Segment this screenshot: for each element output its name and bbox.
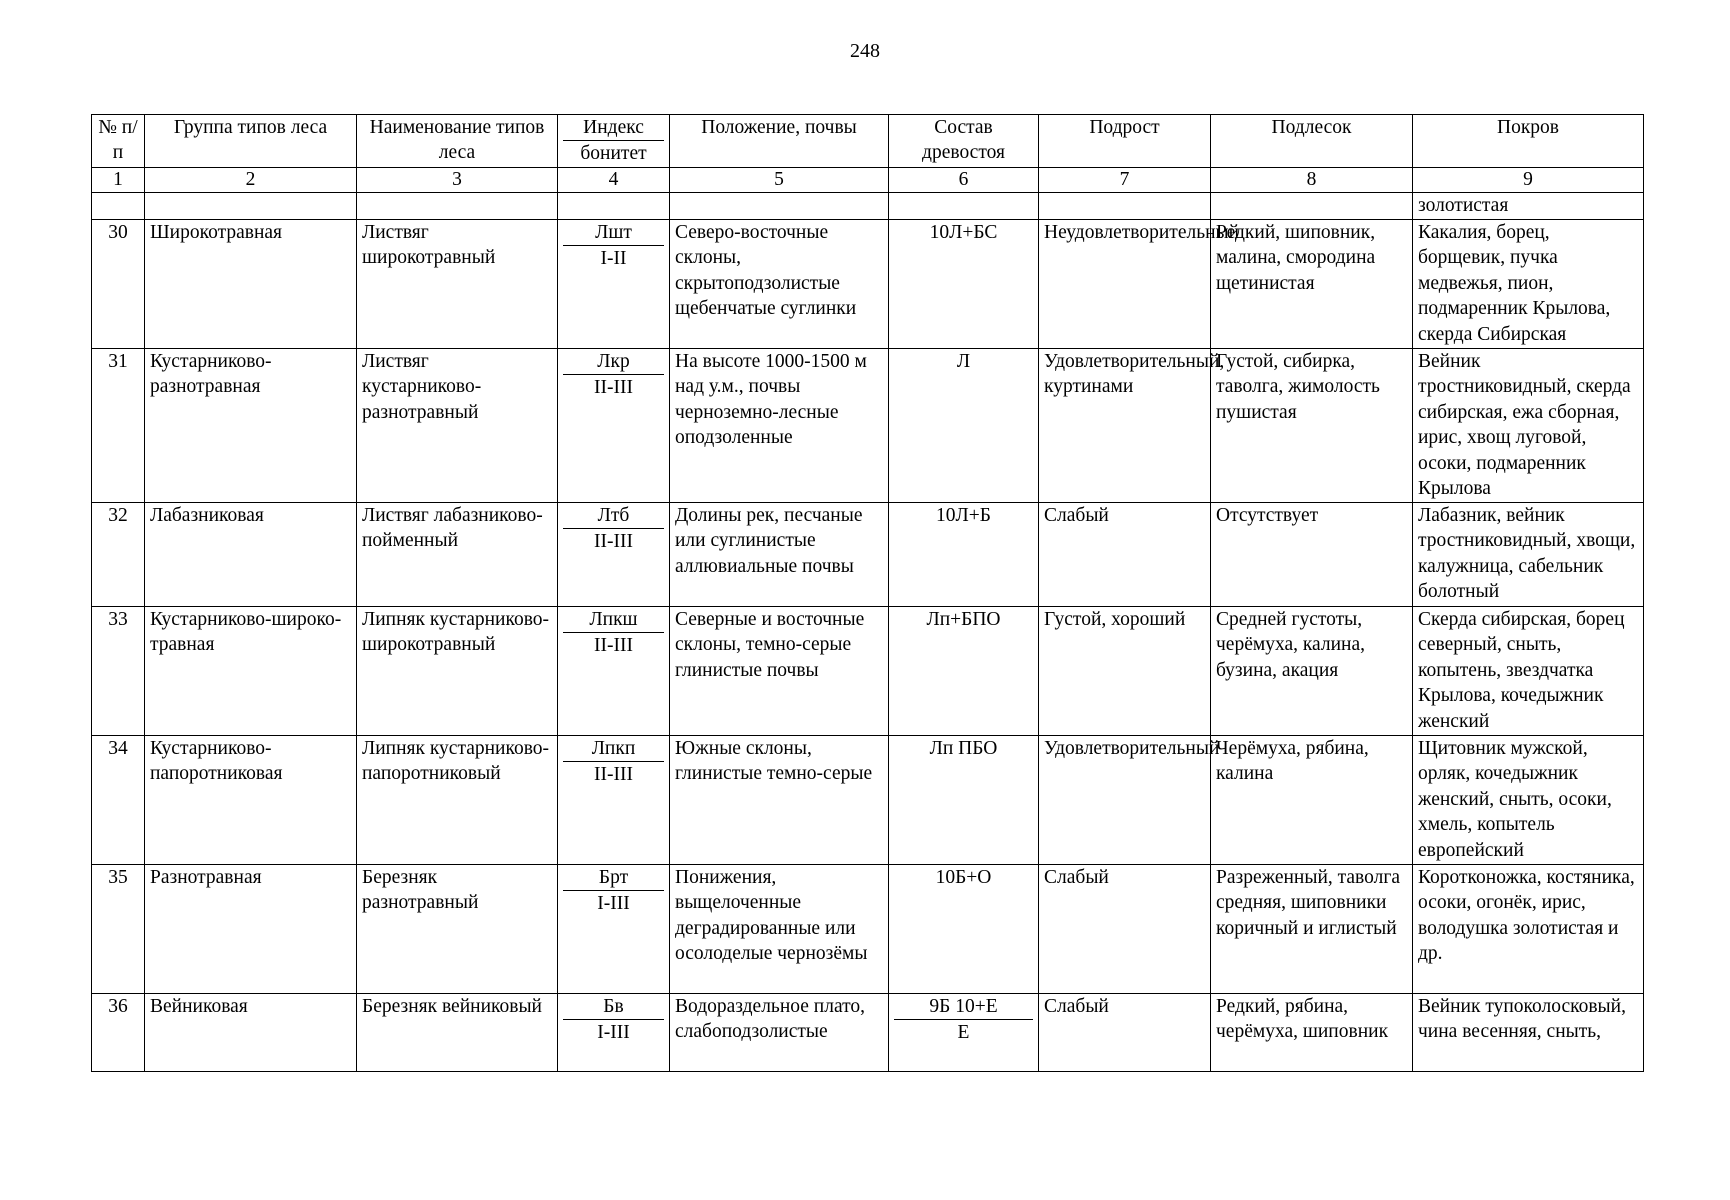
type-index: Лтб [563,503,664,529]
position-soils: Долины рек, песчаные или суглинистые аллювиальные почвы [670,502,889,606]
header-cover: Покров [1413,115,1644,168]
undergrowth: Слабый [1039,502,1211,606]
forest-group: Широкотравная [145,219,357,348]
forest-group: Кустарниково-папоротниковая [145,735,357,864]
continuation-row [92,193,1644,220]
column-number: 4 [558,168,670,193]
undergrowth: Густой, хороший [1039,606,1211,735]
position-soils: Северные и восточные склоны, темно-серые глинистые почвы [670,606,889,735]
ground-cover: Скерда сибирская, борец северный, сныть, копытень, звездчатка Крылова, кочедыжник женский [1413,606,1644,735]
column-number: 8 [1211,168,1413,193]
undergrowth: Удовлетворительный, куртинами [1039,348,1211,502]
table-row [92,606,1644,735]
header-underwood: Подлесок [1211,115,1413,168]
header-position: Положение, почвы [670,115,889,168]
forest-group: Разнотравная [145,864,357,993]
column-number: 7 [1039,168,1211,193]
page-number: 248 [850,40,880,62]
ground-cover: Лабазник, вейник тростниковидный, хвощи, калужница, сабельник болотный [1413,502,1644,606]
forest-type-name: Листвяг лабазниково-пойменный [357,502,558,606]
stand-composition: 10Л+Б [889,502,1039,606]
column-number: 6 [889,168,1039,193]
ground-cover: Коротконожка, костяника, осоки, огонёк, ирис, володушка золотистая и др. [1413,864,1644,993]
header-row [92,115,1644,168]
row-number: 31 [92,348,145,502]
index-bonitet-cell [558,502,670,606]
underwood: Отсутствует [1211,502,1413,606]
undergrowth: Неудовлетворительный [1039,219,1211,348]
underwood: Средней густоты, черёмуха, калина, бузина, акация [1211,606,1413,735]
table-row [92,993,1644,1071]
forest-type-name: Липняк кустарниково-папоротниковый [357,735,558,864]
position-soils: Водораздельное плато, слабоподзолистые [670,993,889,1071]
underwood: Редкий, рябина, черёмуха, шиповник [1211,993,1413,1071]
row-number: 35 [92,864,145,993]
forest-types-table [91,114,1644,1072]
index-bonitet-cell [558,219,670,348]
stand-composition: 9Б 10+Е [894,994,1033,1020]
table-row [92,864,1644,993]
type-index: Брт [563,865,664,891]
forest-group: Кустарниково-широко-травная [145,606,357,735]
position-soils: Понижения, выщелоченные деградированные или осолоделые чернозёмы [670,864,889,993]
row-number: 33 [92,606,145,735]
column-numbers-row [92,168,1644,193]
stand-composition: 10Л+БС [889,219,1039,348]
bonitet: I-II [600,247,627,269]
type-index: Лпкп [563,736,664,762]
stand-composition: Л [889,348,1039,502]
row-number: 30 [92,219,145,348]
table-row [92,735,1644,864]
header-num: № п/п [92,115,145,168]
forest-type-name: Березняк разнотравный [357,864,558,993]
bonitet: I-III [597,892,630,914]
type-index: Бв [563,994,664,1020]
position-soils: Южные склоны, глинистые темно-серые [670,735,889,864]
position-soils: Северо-восточные склоны, скрытоподзолистые щебенчатые суглинки [670,219,889,348]
forest-group: Лабазниковая [145,502,357,606]
forest-type-name: Березняк вейниковый [357,993,558,1071]
row-number: 36 [92,993,145,1071]
header-composition: Состав древостоя [889,115,1039,168]
column-number: 1 [92,168,145,193]
bonitet: II-III [594,634,633,656]
column-number: 2 [145,168,357,193]
table-row [92,348,1644,502]
header-group: Группа типов леса [145,115,357,168]
stand-composition: Лп+БПО [889,606,1039,735]
underwood: Черёмуха, рябина, калина [1211,735,1413,864]
index-bonitet-cell [558,864,670,993]
bonitet: II-III [594,376,633,398]
forest-group: Вейниковая [145,993,357,1071]
header-index [558,115,670,168]
header-bonitet-label: бонитет [580,143,647,164]
header-name: Наименование типов леса [357,115,558,168]
type-index: Лкр [563,349,664,375]
undergrowth: Слабый [1039,864,1211,993]
position-soils: На высоте 1000-1500 м над у.м., почвы черноземно-лесные оподзоленные [670,348,889,502]
bonitet: I-III [597,1021,630,1043]
forest-type-name: Листвяг широкотравный [357,219,558,348]
forest-type-name: Листвяг кустарниково-разнотравный [357,348,558,502]
stand-composition: 10Б+О [889,864,1039,993]
type-index: Лпкш [563,607,664,633]
column-number: 3 [357,168,558,193]
underwood: Густой, сибирка, таволга, жимолость пушистая [1211,348,1413,502]
index-bonitet-cell [558,606,670,735]
underwood: Редкий, шиповник, малина, смородина щетинистая [1211,219,1413,348]
type-index: Лшт [563,220,664,246]
column-number: 5 [670,168,889,193]
ground-cover: Какалия, борец, борщевик, пучка медвежья, пион, подмаренник Крылова, скерда Сибирская [1413,219,1644,348]
header-index-label: Индекс [563,115,664,141]
column-number: 9 [1413,168,1644,193]
index-bonitet-cell [558,993,670,1071]
header-undergrowth: Подрост [1039,115,1211,168]
continuation-cover: золотистая [1413,193,1644,220]
forest-group: Кустарниково-разнотравная [145,348,357,502]
ground-cover: Вейник тростниковидный, скерда сибирская, ежа сборная, ирис, хвощ луговой, осоки, подмаренник Крылова [1413,348,1644,502]
undergrowth: Удовлетворительный [1039,735,1211,864]
row-number: 32 [92,502,145,606]
stand-composition-secondary: Е [957,1021,970,1043]
ground-cover: Вейник тупоколосковый, чина весенняя, сныть, [1413,993,1644,1071]
forest-type-name: Липняк кустарниково-широкотравный [357,606,558,735]
composition-cell [889,993,1039,1071]
underwood: Разреженный, таволга средняя, шиповники коричный и иглистый [1211,864,1413,993]
table-row [92,502,1644,606]
table-row [92,219,1644,348]
index-bonitet-cell [558,348,670,502]
bonitet: II-III [594,763,633,785]
bonitet: II-III [594,530,633,552]
index-bonitet-cell [558,735,670,864]
undergrowth: Слабый [1039,993,1211,1071]
ground-cover: Щитовник мужской, орляк, кочедыжник женский, сныть, осоки, хмель, копытель европейский [1413,735,1644,864]
stand-composition: Лп ПБО [889,735,1039,864]
row-number: 34 [92,735,145,864]
